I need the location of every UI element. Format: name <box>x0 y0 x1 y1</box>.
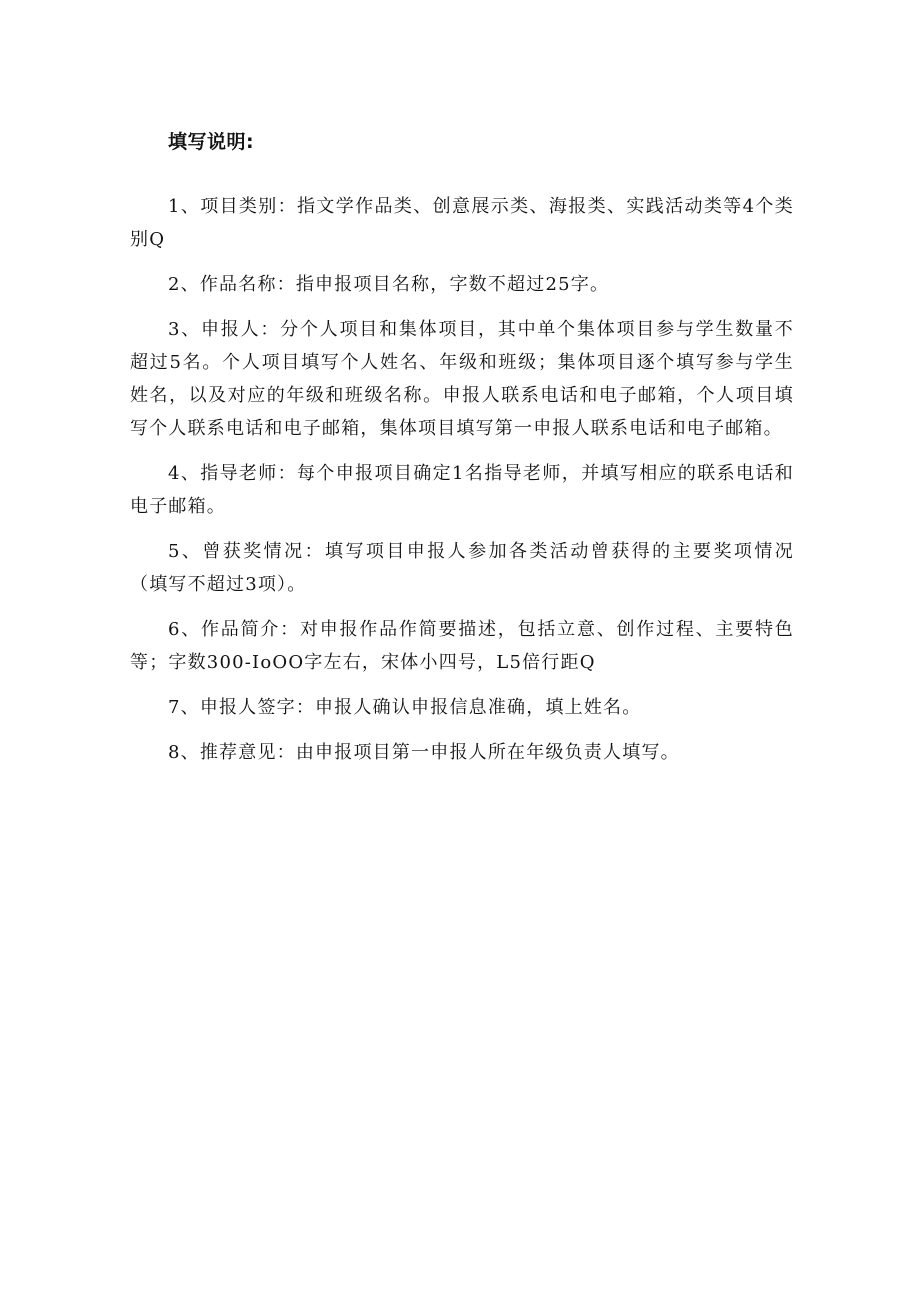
instruction-item-6: 6、作品简介：对申报作品作简要描述，包括立意、创作过程、主要特色等；字数300-IoOO字左右，宋体小四号，L5倍行距Q <box>130 619 794 673</box>
instruction-item-7: 7、申报人签字：申报人确认申报信息准确，填上姓名。 <box>168 697 642 718</box>
instruction-item-3: 3、申报人：分个人项目和集体项目，其中单个集体项目参与学生数量不超过5名。个人项目填写个人姓名、年级和班级；集体项目逐个填写参与学生姓名，以及对应的年级和班级名称。申报人联系电话和电子邮箱，个人项目填写个人联系电话和电子邮箱，集体项目填写第一申报人联系电话和电子邮箱。 <box>130 319 794 439</box>
instruction-item-8: 8、推荐意见：由申报项目第一申报人所在年级负责人填写。 <box>168 742 680 763</box>
instruction-item-2: 2、作品名称：指申报项目名称，字数不超过25字。 <box>168 274 610 295</box>
instructions-list <box>130 190 794 781</box>
instruction-item-4: 4、指导老师：每个申报项目确定1名指导老师，并填写相应的联系电话和电子邮箱。 <box>130 463 794 517</box>
page-heading: 填写说明: <box>168 131 255 153</box>
instruction-item-1: 1、项目类别：指文学作品类、创意展示类、海报类、实践活动类等4个类别Q <box>130 196 794 250</box>
instruction-item-5: 5、曾获奖情况：填写项目申报人参加各类活动曾获得的主要奖项情况（填写不超过3项）。 <box>130 541 794 595</box>
